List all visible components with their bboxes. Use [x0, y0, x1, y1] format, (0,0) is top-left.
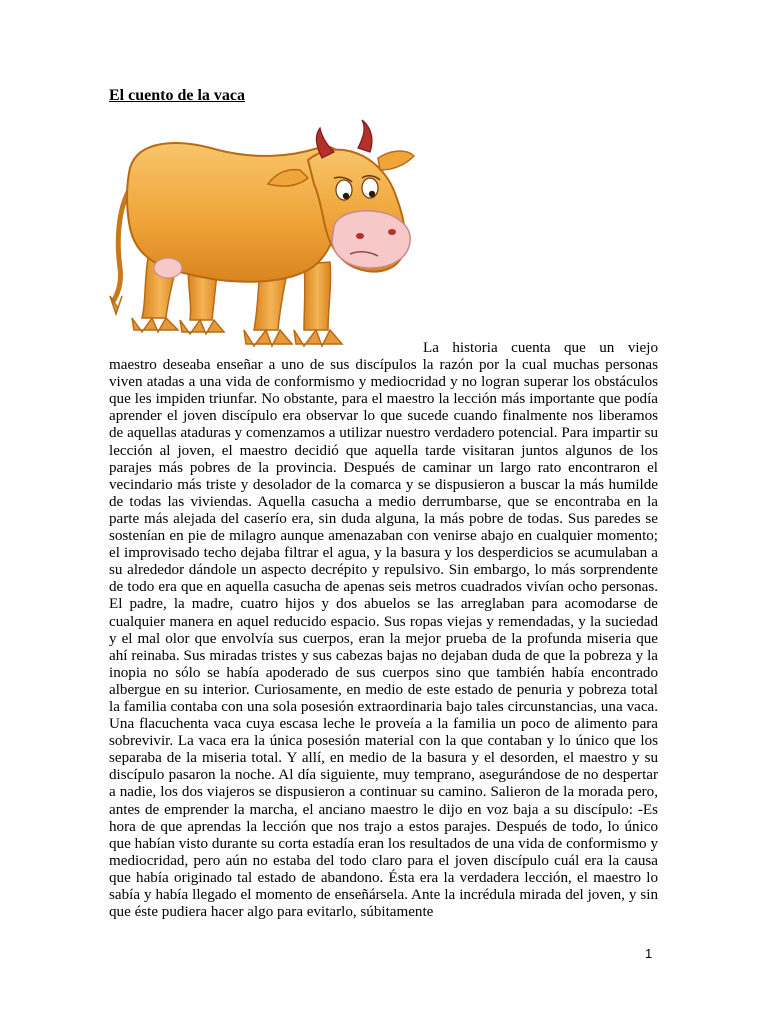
- cow-illustration-icon: [108, 118, 420, 350]
- story-body-text: maestro deseaba enseñar a uno de sus discípulos la razón por la cual muchas personas viven atadas a una vida de conformismo y mediocridad y no logran superar los obstáculos que les impiden triunfar. No obstante, para el maestro la lección más importante que podía aprender el joven discípulo era observar lo que sucede cuando finalmente nos liberamos de aquellas ataduras y comenzamos a utilizar nuestro verdadero potencial. Para impartir su lección al joven, el maestro decidió que aquella tarde visitaran juntos algunos de los parajes más pobres de la provincia. Después de caminar un largo rato encontraron el vecindario más triste y desolador de la comarca y se dispusieron a buscar la más humilde de todas las viviendas. Aquella casucha a medio derrumbarse, que se encontraba en la parte más alejada del caserío era, sin duda alguna, la más pobre de todas. Sus paredes se sostenían en pie de milagro aunque amenazaban con venirse abajo en cualquier momento; el improvisado techo dejaba filtrar el agua, y la basura y los desperdicios se acumulaban a su alrededor dándole un aspecto decrépito y repulsivo. Sin embargo, lo más sorprendente de todo era que en aquella casucha de apenas seis metros cuadrados vivían ocho personas. El padre, la madre, cuatro hijos y dos abuelos se las arreglaban para acomodarse de cualquier manera en aquel reducido espacio. Sus ropas viejas y remendadas, y la suciedad y el mal olor que envolvía sus cuerpos, eran la mejor prueba de la profunda miseria que ahí reinaba. Sus miradas tristes y sus cabezas bajas no dejaban duda de que la pobreza y la inopia no sólo se había apoderado de sus cuerpos sino que también había encontrado albergue en su interior. Curiosamente, en medio de este estado de penuria y pobreza total la familia contaba con una sola posesión extraordinaria bajo tales circunstancias, una vaca. Una flacuchenta vaca cuya escasa leche le proveía a la familia un poco de alimento para sobrevivir. La vaca era la única posesión material con la que contaban y lo único que los separaba de la miseria total. Y allí, en medio de la basura y el desorden, el maestro y su discípulo pasaron la noche. Al día siguiente, muy temprano, asegurándose de no despertar a nadie, los dos viajeros se dispusieron a continuar su camino. Salieron de la morada pero, antes de emprender la marcha, el anciano maestro le dijo en voz baja a su discípulo: -Es hora de que aprendas la lección que nos trajo a estos parajes. Después de todo, lo único que habían visto durante su corta estadía eran los resultados de una vida de conformismo y mediocridad, pero aún no estaba del todo claro para el joven discípulo cuál era la causa que había originado tal estado de abandono. Ésta era la verdadera lección, el maestro lo sabía y había llegado el momento de enseñársela. Ante la incrédula mirada del joven, y sin que éste pudiera hacer algo para evitarlo, súbitamente: [109, 357, 658, 921]
- document-title: El cuento de la vaca: [109, 87, 245, 104]
- page-number: 1: [645, 946, 653, 961]
- story-paragraph: [109, 340, 658, 921]
- story-lead-line: La historia cuenta que un viejo: [423, 340, 658, 356]
